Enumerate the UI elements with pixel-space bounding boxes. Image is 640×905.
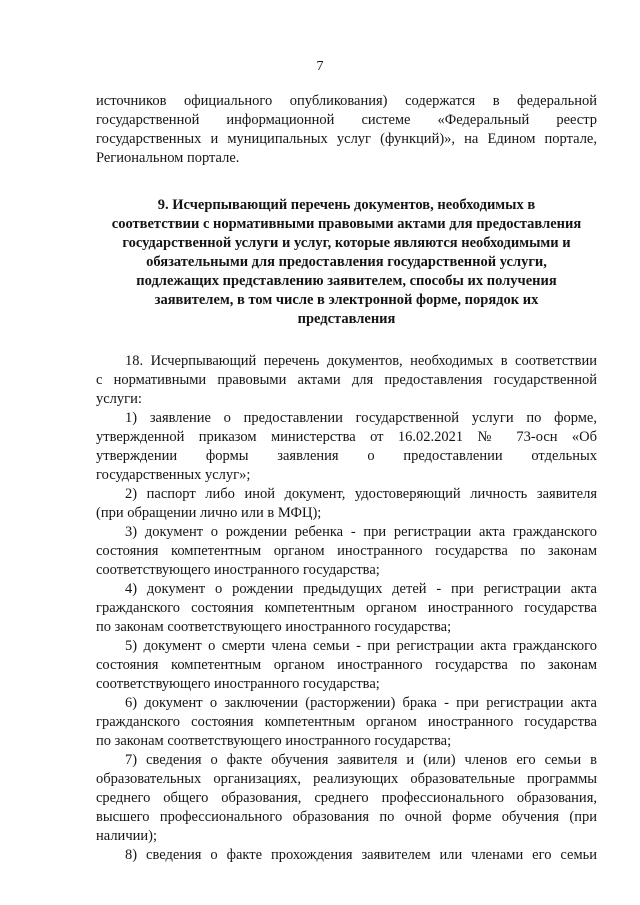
body-line: услуги: bbox=[96, 391, 142, 407]
body-line: 3) документ о рождении ребенка - при регистрации акта гражданского bbox=[125, 524, 597, 540]
section-title-line: подлежащих представлению заявителем, способы их получения bbox=[136, 273, 557, 289]
section-title-line: соответствии с нормативными правовыми актами для предоставления bbox=[111, 216, 582, 232]
body-line: среднего общего образования, среднего профессионального образования, bbox=[96, 790, 597, 806]
section-title-line: государственной услуги и услуг, которые являются необходимыми и bbox=[122, 235, 571, 251]
body-line: 8) сведения о факте прохождения заявителем или членами его семьи bbox=[125, 847, 597, 863]
body-line: 4) документ о рождении предыдущих детей - при регистрации акта bbox=[125, 581, 597, 597]
body-line: высшего профессионального образования по очной форме обучения (при bbox=[96, 809, 597, 825]
section-title-line: 9. Исчерпывающий перечень документов, необходимых в bbox=[157, 197, 536, 213]
section-title-line: обязательными для предоставления государственной услуги, bbox=[146, 254, 547, 270]
body-line: государственных услуг»; bbox=[96, 467, 251, 483]
body-line: по законам соответствующего иностранного государства; bbox=[96, 619, 452, 635]
body-line: наличии); bbox=[96, 828, 157, 844]
body-line: гражданского состояния компетентным органом иностранного государства bbox=[96, 714, 597, 730]
body-line: (при обращении лично или в МФЦ); bbox=[96, 505, 322, 521]
body-line: 2) паспорт либо иной документ, удостоверяющий личность заявителя bbox=[125, 486, 597, 502]
body-line: соответствующего иностранного государства; bbox=[96, 562, 380, 578]
body-line: по законам соответствующего иностранного государства; bbox=[96, 733, 452, 749]
intro-line: государственных и муниципальных услуг (функций)», на Едином портале, bbox=[96, 131, 597, 147]
body-line: 7) сведения о факте обучения заявителя и (или) членов его семьи в bbox=[125, 752, 597, 768]
body-line: утверждении формы заявления о предоставлении отдельных bbox=[96, 448, 597, 464]
body-line: соответствующего иностранного государства; bbox=[96, 676, 380, 692]
page-number: 7 bbox=[316, 59, 324, 74]
body-line: состояния компетентным органом иностранного государства по законам bbox=[96, 657, 597, 673]
body-line: состояния компетентным органом иностранного государства по законам bbox=[96, 543, 597, 559]
body-line: 18. Исчерпывающий перечень документов, необходимых в соответствии bbox=[125, 353, 597, 369]
intro-line: государственной информационной системе «Федеральный реестр bbox=[96, 112, 597, 128]
body-line: гражданского состояния компетентным органом иностранного государства bbox=[96, 600, 597, 616]
body-line: образовательных организациях, реализующих образовательные программы bbox=[96, 771, 597, 787]
body-line: утвержденной приказом министерства от 16.02.2021 № 73-осн «Об bbox=[96, 429, 597, 445]
body-line: 1) заявление о предоставлении государственной услуги по форме, bbox=[125, 410, 597, 426]
section-title-line: заявителем, в том числе в электронной форме, порядок их bbox=[154, 292, 539, 308]
intro-line: Региональном портале. bbox=[96, 150, 240, 166]
body-line: 5) документ о смерти члена семьи - при регистрации акта гражданского bbox=[125, 638, 597, 654]
section-title-line: представления bbox=[297, 311, 396, 327]
body-line: с нормативными правовыми актами для предоставления государственной bbox=[96, 372, 597, 388]
intro-line: источников официального опубликования) содержатся в федеральной bbox=[96, 93, 597, 109]
body-line: 6) документ о заключении (расторжении) брака - при регистрации акта bbox=[125, 695, 597, 711]
